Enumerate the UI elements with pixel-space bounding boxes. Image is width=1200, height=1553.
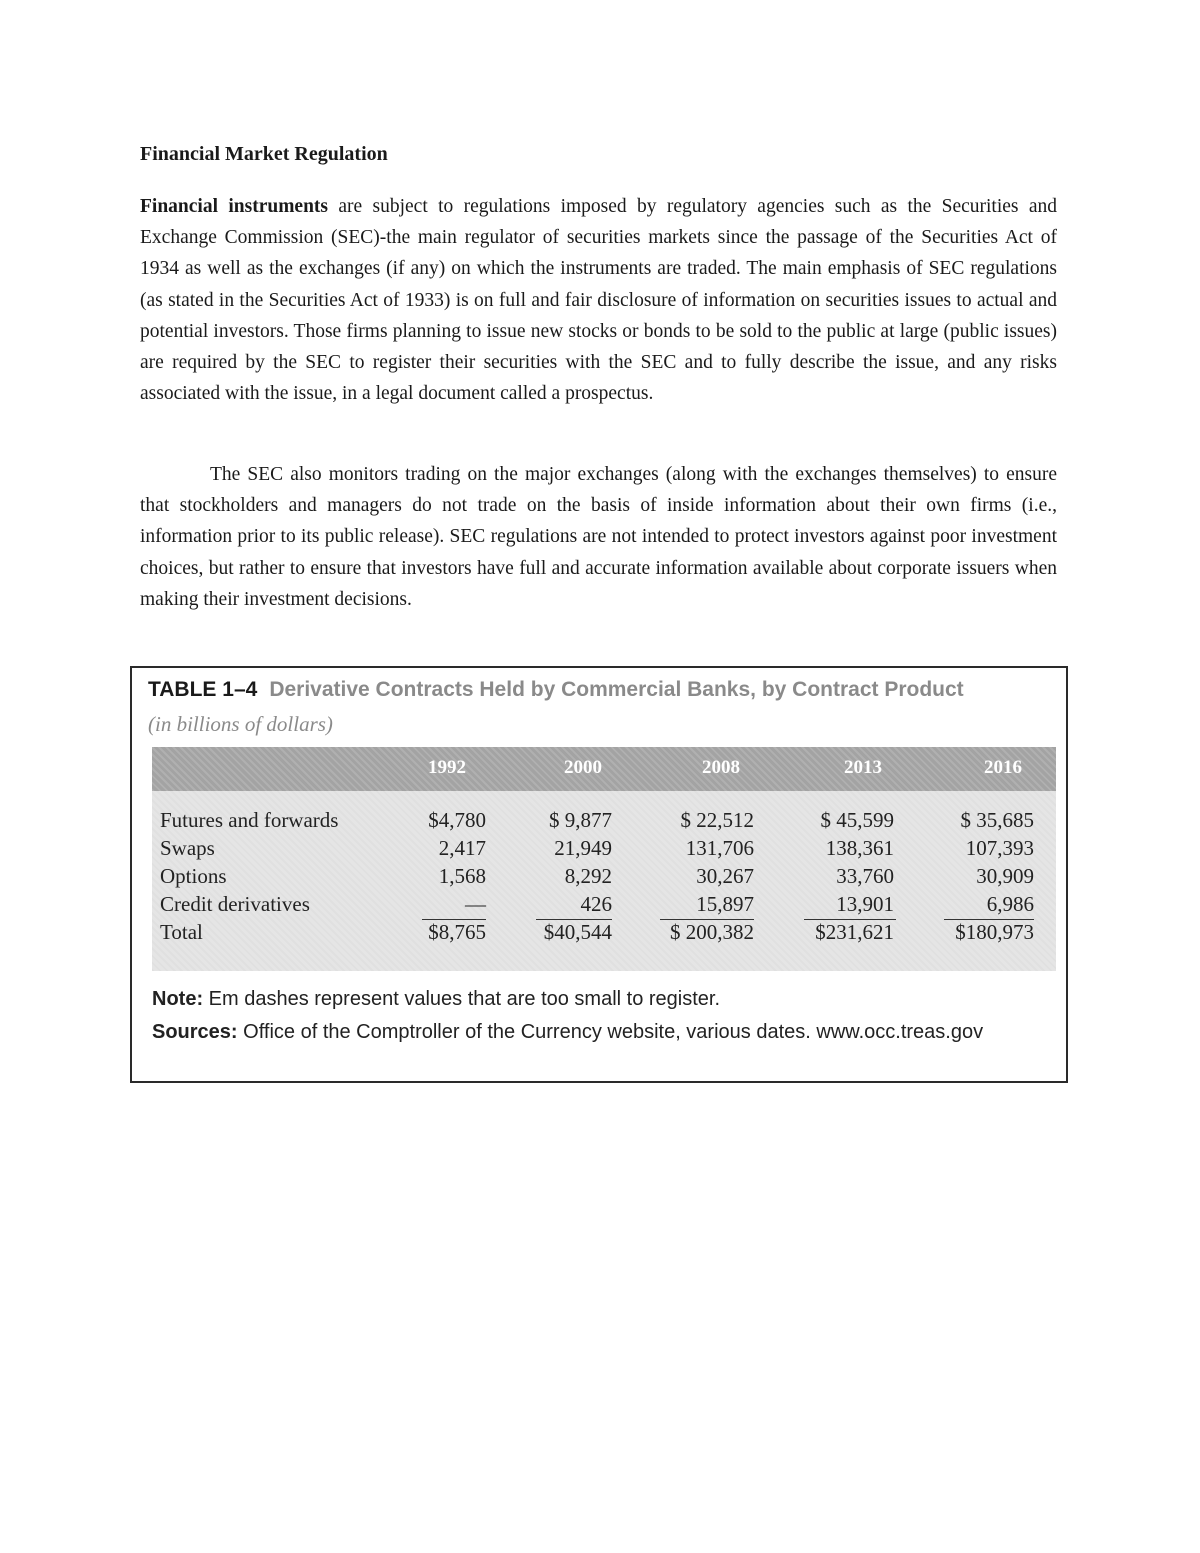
term-financial-instruments: Financial instruments <box>140 196 329 217</box>
table-cell: 131,706 <box>685 836 754 860</box>
table-cell: $8,765 <box>428 920 486 944</box>
row-label: Swaps <box>160 836 215 860</box>
table-cell: 33,760 <box>836 864 894 888</box>
table-cell: 30,909 <box>976 864 1034 888</box>
paragraph-2: The SEC also monitors trading on the major exchanges (along with the exchanges themselves) to ensure that stockholders and managers do not trade on the basis of inside information about their own firms (i.e., information prior to its public release). SEC regulations are not intended to protect investors against poor investment choices, but rather to ensure that investors have full and accurate information available about corporate issuers when making their investment decisions. <box>140 464 1057 610</box>
year-header-row <box>152 747 1056 791</box>
table-cell: 426 <box>580 892 612 916</box>
sources-label: Sources: <box>152 1021 238 1043</box>
table-cell: 107,393 <box>965 836 1034 860</box>
year-header: 1992 <box>428 757 466 778</box>
table-heading <box>148 678 964 702</box>
table-cell: 21,949 <box>554 836 612 860</box>
table-sources <box>152 1021 983 1044</box>
table-subtitle: (in billions of dollars) <box>148 712 333 736</box>
page-title: Financial Market Regulation <box>140 143 388 165</box>
year-header: 2016 <box>984 757 1022 778</box>
note-text: Em dashes represent values that are too small to register. <box>203 988 721 1010</box>
table-cell: $ 200,382 <box>670 920 754 944</box>
table-cell: $4,780 <box>428 808 486 832</box>
paragraph-1 <box>140 191 1057 409</box>
table-cell: 6,986 <box>986 892 1034 916</box>
year-header: 2008 <box>702 757 740 778</box>
table-cell: $ 22,512 <box>680 808 754 832</box>
table-cell: 2,417 <box>438 836 486 860</box>
table-figure <box>130 666 1068 1083</box>
year-header: 2013 <box>844 757 882 778</box>
table-cell: 15,897 <box>696 892 754 916</box>
table-cell: $ 9,877 <box>549 808 612 832</box>
row-label: Credit derivatives <box>160 892 310 916</box>
table-cell: $231,621 <box>815 920 894 944</box>
table-cell: $ 35,685 <box>960 808 1034 832</box>
table-cell: 138,361 <box>825 836 894 860</box>
paragraph-1-text: are subject to regulations imposed by regulatory agencies such as the Securities and Exchange Commission (SEC)-the main regulator of securities markets since the passage of the Securities Act of 1934 as well as the exchanges (if any) on which the instruments are traded. The main emphasis of SEC regulations (as stated in the Securities Act of 1933) is on full and fair disclosure of information on securities issues to actual and potential investors. Those firms planning to issue new stocks or bonds to be sold to the public at large (public issues) are required by the SEC to register their securities with the SEC and to fully describe the issue, and any risks associated with the issue, in a legal document called a prospectus. <box>140 196 1057 405</box>
row-label: Total <box>160 920 203 944</box>
table-cell: 8,292 <box>564 864 612 888</box>
table-cell: 13,901 <box>836 892 894 916</box>
year-header: 2000 <box>564 757 602 778</box>
table-cell: 1,568 <box>438 864 486 888</box>
table-note <box>152 988 720 1011</box>
table-title: Derivative Contracts Held by Commercial Banks, by Contract Product <box>269 678 964 701</box>
table-label: TABLE 1–4 <box>148 678 258 701</box>
table-cell: $40,544 <box>543 920 612 944</box>
table-cell: $180,973 <box>955 920 1034 944</box>
row-label: Options <box>160 864 227 888</box>
row-label: Futures and forwards <box>160 808 339 832</box>
sources-text: Office of the Comptroller of the Currency website, various dates. www.occ.treas.gov <box>237 1021 984 1043</box>
note-label: Note: <box>152 988 204 1010</box>
table-cell: $ 45,599 <box>820 808 894 832</box>
table-cell: — <box>465 892 486 916</box>
table-cell: 30,267 <box>696 864 754 888</box>
data-table <box>152 747 1056 971</box>
